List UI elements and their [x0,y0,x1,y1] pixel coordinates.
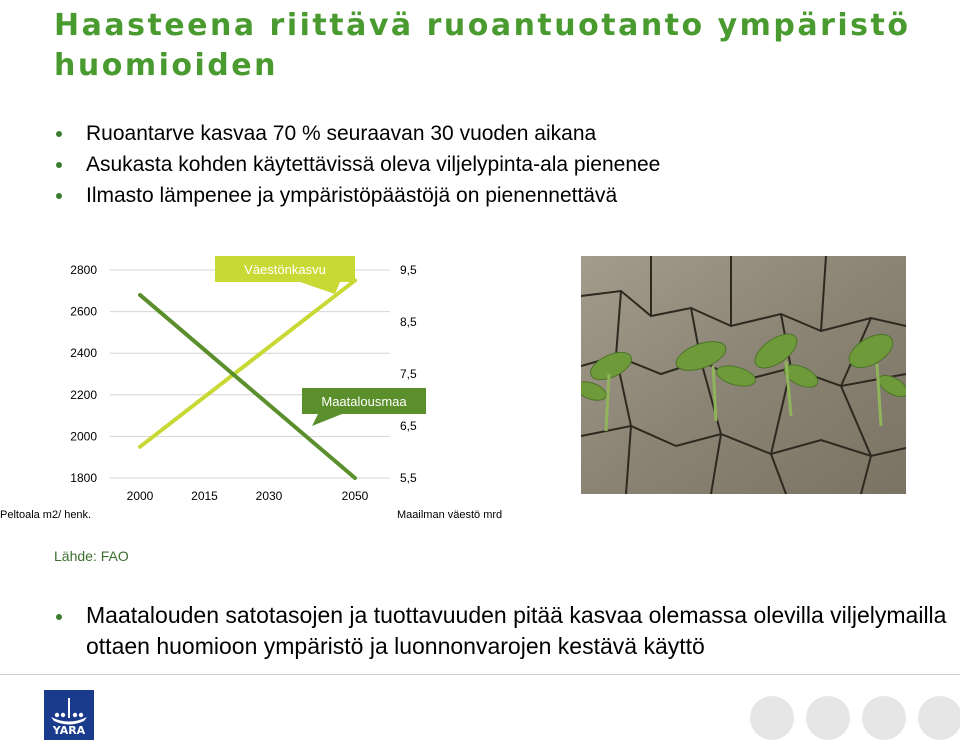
left-tick-label: 2600 [70,304,97,319]
slide-title: Haasteena riittävä ruoantuotanto ympäristö huomioiden [54,8,911,83]
bullet-list [50,118,660,211]
x-tick-label: 2030 [255,489,283,503]
right-tick-label: 8,5 [400,315,417,329]
decorative-dot [750,696,794,740]
series-callouts [215,256,426,426]
conclusion-list [50,600,950,662]
series-line [140,295,355,478]
chart-series [140,280,355,478]
bullet-item: Asukasta kohden käytettävissä oleva viljelypinta-ala pienenee [50,149,660,180]
right-tick-label: 6,5 [400,419,417,433]
left-axis-ticks [70,263,97,485]
decorative-dots [750,696,960,740]
yara-logo [44,690,94,740]
callout-pointer [300,282,340,294]
dry-soil-seedlings-photo [581,256,906,494]
x-tick-label: 2015 [191,489,218,503]
right-tick-label: 9,5 [400,263,417,277]
right-tick-label: 7,5 [400,367,417,381]
logo-wordmark: YARA [52,724,86,737]
callout-label: Väestönkasvu [244,262,326,277]
right-axis-ticks [400,263,417,485]
series-callout [215,256,355,294]
left-tick-label: 2800 [70,263,97,277]
conclusion-item: Maatalouden satotasojen ja tuottavuuden pitää kasvaa olemassa olevilla viljelymailla ottaen huomioon ympäristö ja luonnonvarojen kestävä käyttö [50,600,950,662]
chart-gridlines [110,270,390,478]
decorative-dot [862,696,906,740]
right-tick-label: 5,5 [400,471,417,485]
right-axis-label: Maailman väestö mrd [397,509,503,521]
population-land-chart [0,248,560,528]
decorative-dot [918,696,960,740]
series-line [140,280,355,446]
x-tick-label: 2000 [126,489,154,503]
callout-label: Maatalousmaa [321,394,407,409]
bullet-item: Ruoantarve kasvaa 70 % seuraavan 30 vuoden aikana [50,118,660,149]
decorative-dot [806,696,850,740]
callout-pointer [312,414,342,426]
bullet-item: Ilmasto lämpenee ja ympäristöpäästöjä on pienennettävä [50,180,660,211]
left-tick-label: 1800 [70,471,97,485]
x-axis-ticks [127,489,369,503]
source-note: Lähde: FAO [54,548,129,564]
footer-divider [0,674,960,675]
left-tick-label: 2200 [70,387,97,402]
left-axis-label: Peltoala m2/ henk. [0,509,92,521]
left-tick-label: 2000 [70,429,97,444]
left-tick-label: 2400 [70,346,97,361]
x-tick-label: 2050 [341,489,369,503]
